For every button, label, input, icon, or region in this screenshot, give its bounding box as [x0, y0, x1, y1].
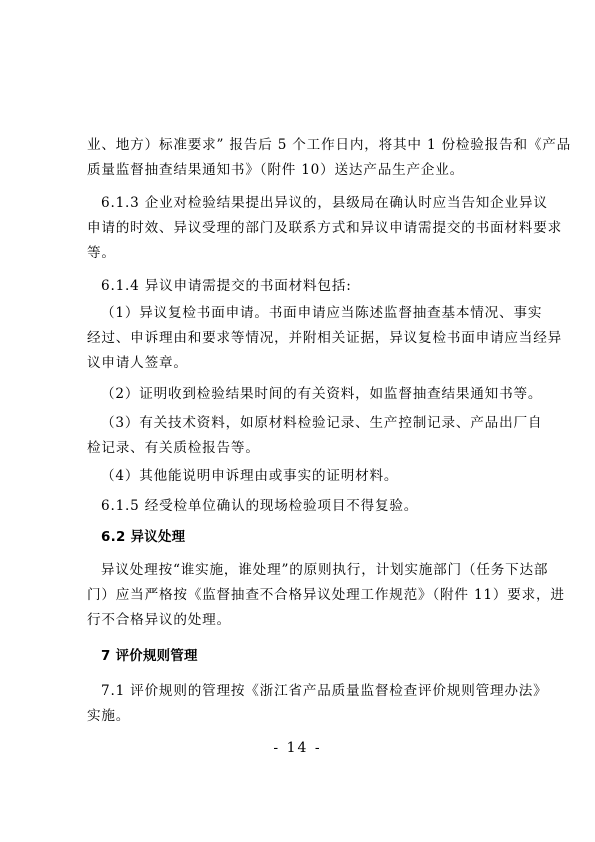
- section-heading-7: 7 评价规则管理: [101, 649, 198, 664]
- text-line: 7.1 评价规则的管理按《浙江省产品质量监督检查评价规则管理办法》: [101, 683, 548, 699]
- page-number: - 14 -: [273, 740, 322, 756]
- text-line: 质量监督抽查结果通知书》（附件 10）送达产品生产企业。: [87, 162, 465, 178]
- text-line: （4）其他能说明申诉理由或事实的证明材料。: [101, 468, 399, 484]
- text-line: 6.1.3 企业对检验结果提出异议的，县级局在确认时应当告知企业异议: [101, 195, 548, 211]
- text-line: 业、地方）标准要求” 报告后 5 个工作日内，将其中 1 份检验报告和《产品: [87, 137, 572, 153]
- text-line: （1）异议复检书面申请。书面申请应当陈述监督抽查基本情况、事实: [101, 305, 543, 321]
- section-heading-6-2: 6.2 异议处理: [101, 530, 186, 545]
- text-line: 6.1.5 经受检单位确认的现场检验项目不得复验。: [101, 498, 419, 514]
- text-line: （2）证明收到检验结果时间的有关资料，如监督抽查结果通知书等。: [101, 386, 543, 402]
- text-line: 经过、申诉理由和要求等情况，并附相关证据，异议复检书面申请应当经异: [87, 330, 562, 346]
- text-line: （3）有关技术资料，如原材料检验记录、生产控制记录、产品出厂自: [101, 415, 543, 431]
- text-line: 实施。: [87, 708, 131, 724]
- text-line: 检记录、有关质检报告等。: [87, 440, 260, 456]
- text-line: 议申请人签章。: [87, 355, 188, 371]
- text-line: 申请的时效、异议受理的部门及联系方式和异议申请需提交的书面材料要求: [87, 220, 562, 236]
- text-line: 6.1.4 异议申请需提交的书面材料包括:: [101, 278, 352, 294]
- text-line: 异议处理按“谁实施，谁处理”的原则执行，计划实施部门（任务下达部: [101, 562, 549, 578]
- text-line: 门）应当严格按《监督抽查不合格异议处理工作规范》（附件 11）要求，进: [87, 587, 565, 603]
- text-line: 等。: [87, 245, 116, 261]
- text-line: 行不合格异议的处理。: [87, 612, 231, 628]
